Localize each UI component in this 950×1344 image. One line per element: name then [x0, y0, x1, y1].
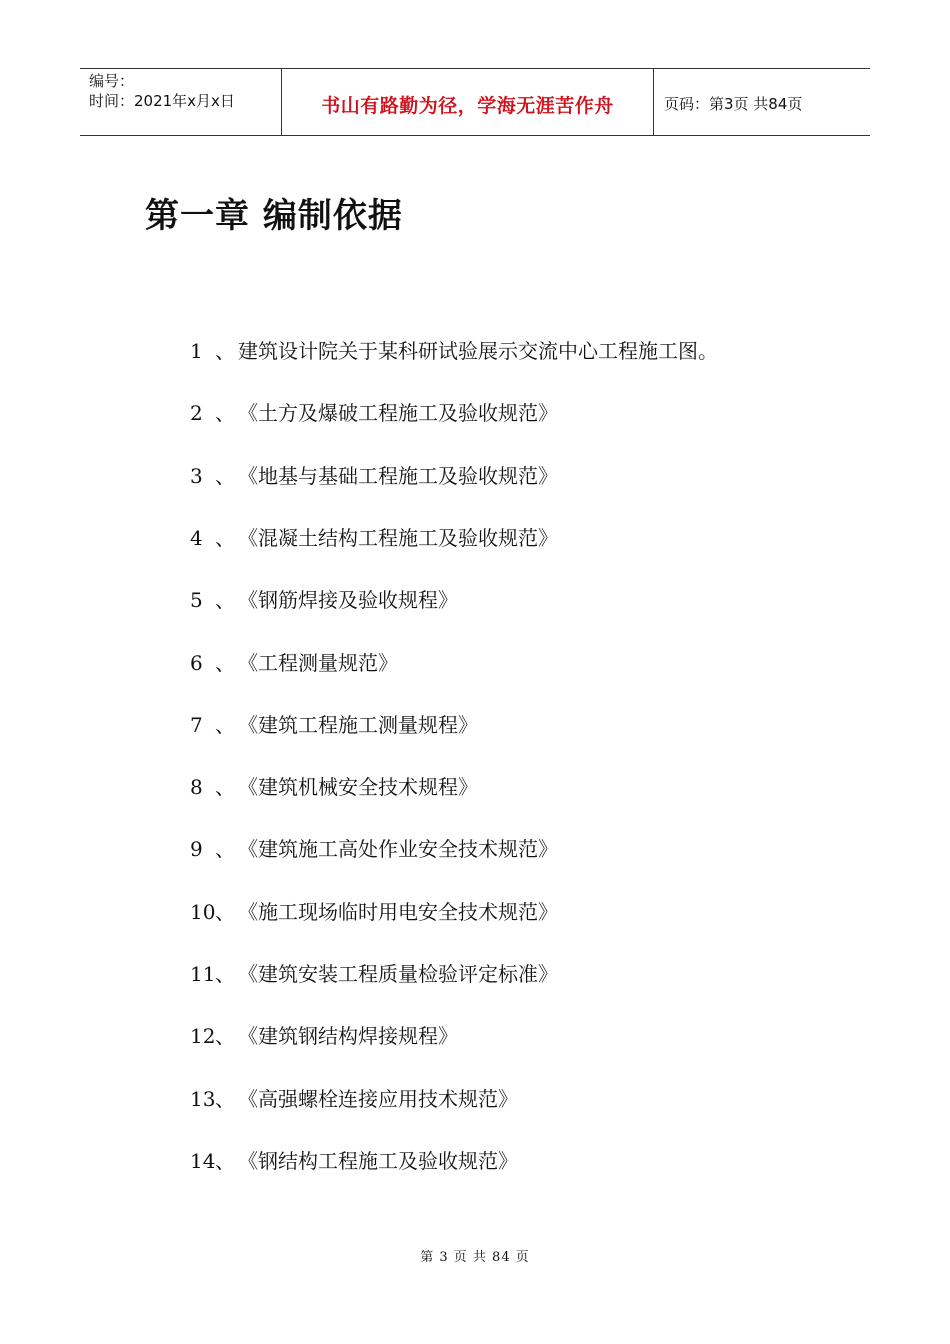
reference-number: 13: [190, 1087, 216, 1111]
reference-number: 9: [190, 837, 203, 861]
reference-separator: 、: [215, 401, 235, 425]
reference-item: [190, 1021, 458, 1051]
reference-item: [190, 461, 558, 491]
reference-number: 1: [190, 339, 203, 363]
reference-number: 6: [190, 651, 203, 675]
reference-text: 《建筑工程施工测量规程》: [238, 713, 478, 737]
reference-item: [190, 959, 558, 989]
reference-separator: 、: [215, 339, 235, 363]
reference-separator: 、: [215, 1087, 235, 1111]
reference-text: 《地基与基础工程施工及验收规范》: [238, 464, 558, 488]
reference-text: 《建筑施工高处作业安全技术规范》: [238, 837, 558, 861]
reference-item: [190, 523, 558, 553]
reference-item: [190, 336, 718, 366]
reference-text: 建筑设计院关于某科研试验展示交流中心工程施工图。: [238, 339, 718, 363]
header-page-code: 页码：第3页 共84页: [664, 94, 803, 113]
reference-text: 《土方及爆破工程施工及验收规范》: [238, 401, 558, 425]
reference-separator: 、: [215, 526, 235, 550]
reference-number: 12: [190, 1024, 216, 1048]
reference-number: 11: [190, 962, 216, 986]
reference-item: [190, 710, 478, 740]
reference-text: 《工程测量规范》: [238, 651, 398, 675]
header-meta-cell: [80, 69, 282, 135]
reference-separator: 、: [215, 1024, 235, 1048]
reference-text: 《建筑钢结构焊接规程》: [238, 1024, 458, 1048]
header-motto: 书山有路勤为径，学海无涯苦作舟: [321, 94, 614, 117]
reference-item: [190, 897, 558, 927]
reference-text: 《高强螺栓连接应用技术规范》: [238, 1087, 518, 1111]
reference-text: 《混凝土结构工程施工及验收规范》: [238, 526, 558, 550]
reference-text: 《施工现场临时用电安全技术规范》: [238, 900, 558, 924]
reference-separator: 、: [215, 651, 235, 675]
reference-text: 《钢结构工程施工及验收规范》: [238, 1149, 518, 1173]
reference-text: 《钢筋焊接及验收规程》: [238, 588, 458, 612]
header-page-cell: [654, 69, 870, 135]
reference-separator: 、: [215, 464, 235, 488]
reference-number: 8: [190, 775, 203, 799]
reference-separator: 、: [215, 1149, 235, 1173]
reference-number: 4: [190, 526, 203, 550]
reference-text: 《建筑安装工程质量检验评定标准》: [238, 962, 558, 986]
reference-separator: 、: [215, 775, 235, 799]
reference-separator: 、: [215, 962, 235, 986]
reference-number: 5: [190, 588, 203, 612]
reference-item: [190, 1146, 518, 1176]
page-header: [80, 68, 870, 136]
chapter-title: 第一章 编制依据: [145, 196, 403, 236]
reference-number: 7: [190, 713, 203, 737]
document-number-label: 编号：: [89, 72, 135, 90]
reference-number: 14: [190, 1149, 216, 1173]
header-motto-cell: [282, 69, 654, 135]
page-footer: 第 3 页 共 84 页: [420, 1250, 530, 1265]
reference-item: [190, 398, 558, 428]
document-date-label: 时间：2021年x月x日: [89, 92, 235, 110]
reference-item: [190, 585, 458, 615]
reference-separator: 、: [215, 588, 235, 612]
reference-number: 10: [190, 900, 216, 924]
reference-item: [190, 772, 478, 802]
reference-separator: 、: [215, 837, 235, 861]
reference-item: [190, 834, 558, 864]
reference-item: [190, 1084, 518, 1114]
reference-number: 2: [190, 401, 203, 425]
reference-separator: 、: [215, 900, 235, 924]
reference-number: 3: [190, 464, 203, 488]
reference-item: [190, 648, 398, 678]
reference-text: 《建筑机械安全技术规程》: [238, 775, 478, 799]
reference-separator: 、: [215, 713, 235, 737]
